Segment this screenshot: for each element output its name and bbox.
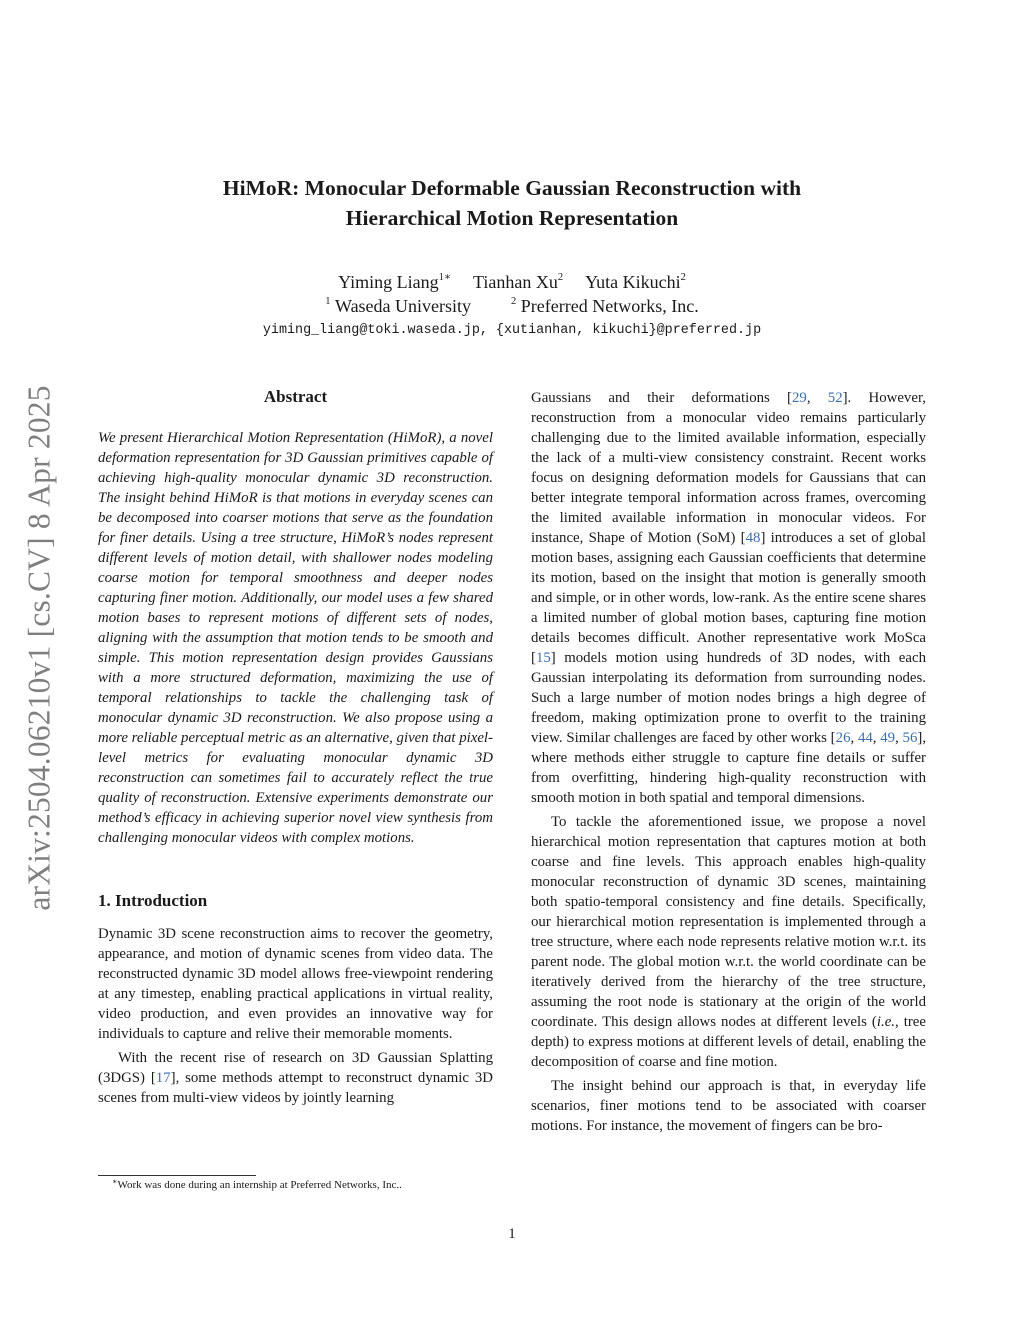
citation-separator: ,	[872, 730, 881, 746]
affiliation-mark: 1	[325, 296, 331, 307]
left-column	[98, 386, 493, 1108]
footnote	[112, 1178, 402, 1192]
affiliation-name: Preferred Networks, Inc.	[520, 296, 699, 316]
intro-text: ] models motion using hundreds of 3D nodes, with each Gaussian interpolating its deformation from surrounding nodes. Such a large number of motion nodes brings a high degree of freedom, making optimization prone to overfit to the training view. Similar challenges are faced by other works [	[531, 650, 926, 746]
footnote-divider	[98, 1175, 256, 1176]
intro-paragraph-3	[531, 388, 926, 808]
author-affiliation-mark: 1∗	[438, 272, 452, 283]
author-affiliation-mark: 2	[680, 272, 686, 283]
intro-text: Gaussians and their deformations [	[531, 390, 792, 406]
intro-text: ] introduces a set of global motion bases, assigning each Gaussian coefficients that determine its motion, based on the insight that motion is generally smooth and simple, or in other words, low-rank. As the entire scene shares a limited number of global motion bases, capturing fine motion details becomes difficult. Another representative work MoSca [	[531, 530, 926, 666]
arxiv-identifier-stamp	[20, 365, 60, 930]
paper-title	[120, 173, 904, 233]
intro-text: , tree depth) to express motions at different levels of detail, enabling the decomposition of coarse and fine motion.	[531, 1014, 926, 1070]
citation-link[interactable]: 56	[902, 730, 918, 746]
author-emails: yiming_liang@toki.waseda.jp, {xutianhan, kikuchi}@preferred.jp	[262, 323, 762, 338]
intro-paragraph-5: The insight behind our approach is that, in everyday life scenarios, finer motions tend to be associated with coarser motions. For instance, the movement of fingers can be bro-	[531, 1078, 926, 1134]
author-list	[120, 270, 904, 294]
footnote-mark: ∗	[112, 1177, 118, 1186]
citation-link[interactable]: 26	[835, 730, 851, 746]
right-column	[531, 388, 926, 1136]
affiliation-list	[120, 294, 904, 318]
affiliation-mark: 2	[511, 296, 517, 307]
citation-link[interactable]: 44	[857, 730, 873, 746]
paper-title-line-1: HiMoR: Monocular Deformable Gaussian Reconstruction with	[222, 176, 802, 200]
citation-link[interactable]: 15	[535, 650, 551, 666]
author-name: Yuta Kikuchi	[585, 272, 681, 292]
intro-text: With the recent rise of research on 3D Gaussian Splatting (3DGS) [	[98, 1050, 493, 1086]
intro-text: ], where methods either struggle to capture fine details or suffer from overfitting, hindering high-quality reconstruction with smooth motion in both spatial and temporal dimensions.	[531, 730, 927, 806]
author-affiliation-mark: 2	[557, 272, 564, 283]
author-name: Tianhan Xu	[473, 272, 558, 292]
citation-link[interactable]: 29	[791, 390, 807, 406]
intro-paragraph-2	[98, 1048, 493, 1108]
citation-link[interactable]: 48	[745, 530, 761, 546]
footnote-text: Work was done during an internship at Preferred Networks, Inc..	[117, 1179, 402, 1191]
page-number: 1	[508, 1226, 516, 1242]
citation-separator: ,	[806, 390, 828, 406]
citation-link[interactable]: 17	[155, 1070, 171, 1086]
intro-paragraph-4	[531, 812, 926, 1072]
citation-link[interactable]: 49	[880, 730, 896, 746]
paper-title-line-2: Hierarchical Motion Representation	[345, 206, 679, 230]
citation-separator: ,	[895, 730, 903, 746]
citation-separator: ,	[850, 730, 858, 746]
section-heading-introduction: 1. Introduction	[98, 891, 208, 910]
intro-paragraph-1: Dynamic 3D scene reconstruction aims to recover the geometry, appearance, and motion of dynamic scenes from video data. The reconstructed dynamic 3D model allows free-viewpoint rendering at any timestep, enabling practical applications in virtual reality, video production, and even provides an innovative way for individuals to capture and relive their memorable moments.	[98, 926, 493, 1042]
intro-text: ], some methods attempt to reconstruct dynamic 3D scenes from multi-view videos by jointly learning	[98, 1070, 493, 1106]
citation-link[interactable]: 52	[827, 390, 843, 406]
abstract-heading: Abstract	[263, 387, 328, 406]
affiliation-name: Waseda University	[335, 296, 472, 316]
intro-text: To tackle the aforementioned issue, we propose a novel hierarchical motion representation that captures motion at both coarse and fine levels. This approach enables high-quality monocular reconstruction of dynamic 3D scenes, maintaining both spatio-temporal consistency and fine details. Specifically, our hierarchical motion representation is implemented through a tree structure, where each node represents relative motion w.r.t. its parent node. The global motion w.r.t. the world coordinate can be iteratively derived from the hierarchy of the tree structure, assuming the root node is stationary at the origin of the world coordinate. This design allows nodes at different levels (	[531, 814, 926, 1030]
intro-text: ]. However, reconstruction from a monocular video remains particularly challenging due to the limited available information, especially the lack of a multi-view consistency constraint. Recent works focus on designing deformation models for Gaussians that can better integrate temporal information across frames, overcoming the limited available information in monocular videos. For instance, Shape of Motion (SoM) [	[531, 390, 927, 546]
arxiv-identifier-text: arXiv:2504.06210v1 [cs.CV] 8 Apr 2025	[22, 384, 58, 911]
author-name: Yiming Liang	[338, 272, 439, 292]
intro-text-italic: i.e.	[876, 1014, 896, 1030]
abstract-text: We present Hierarchical Motion Representation (HiMoR), a novel deformation representation for 3D Gaussian primitives capable of achieving high-quality monocular dynamic 3D reconstruction. The insight behind HiMoR is that motions in everyday scenes can be decomposed into coarser motions that serve as the foundation for finer details. Using a tree structure, HiMoR’s nodes represent different levels of motion detail, with shallower nodes modeling coarse motion for temporal smoothness and deeper nodes capturing finer motion. Additionally, our model uses a few shared motion bases to represent motions of different sets of nodes, aligning with the assumption that motion tends to be smooth and simple. This motion representation design provides Gaussians with a more structured deformation, maximizing the use of temporal relationships to tackle the challenging task of monocular dynamic 3D reconstruction. We also propose using a more reliable perceptual metric as an alternative, given that pixel-level metrics for evaluating monocular dynamic 3D reconstruction can sometimes fail to accurately reflect the true quality of reconstruction. Extensive experiments demonstrate our method’s efficacy in achieving superior novel view synthesis from challenging monocular videos with complex motions.	[98, 430, 493, 846]
